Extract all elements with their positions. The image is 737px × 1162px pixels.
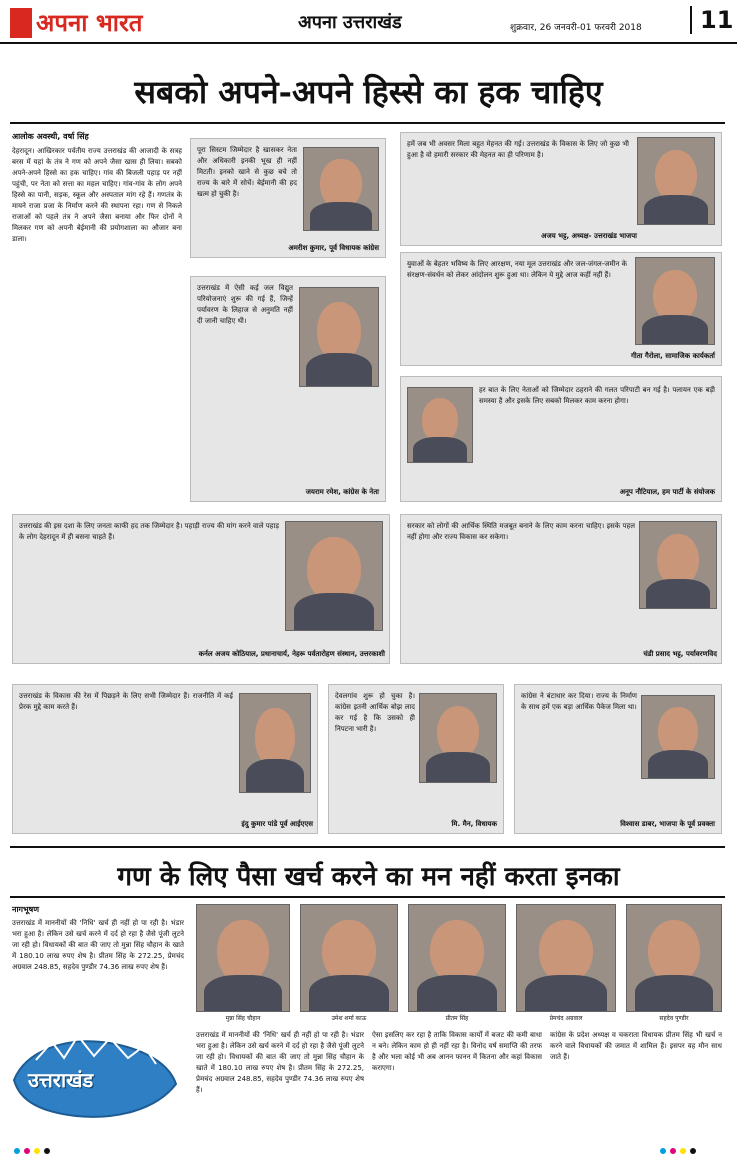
quote-text: सरकार को लोगों की आर्थिक स्थिति मजबूत बनाने के लिए काम करना चाहिए। इसके पहल नहीं होगा और राज्य विकास कर सकेगा। [407, 522, 635, 541]
quote-signature: कर्नल अजय कोठियाल, प्रधानाचार्य, नेहरू पर्वतारोहण संस्थान, उत्तरकाशी [198, 650, 385, 658]
page-number: 11 [690, 6, 733, 34]
quote-signature: विश्वास डाबर, भाजपा के पूर्व प्रवक्ता [620, 820, 715, 828]
mla-caption: प्रीतम सिंह [445, 1015, 469, 1022]
masthead [0, 0, 737, 44]
quote-box [328, 684, 504, 834]
quote-text: उत्तराखंड की इस दशा के लिए जनता काफी हद तक जिम्मेदार है। पहाड़ी राज्य की मांग करने वाले पहाड़ के लोग देहरादून में ही बसना चाहते हैं। [19, 522, 279, 541]
portrait-photo [641, 695, 715, 779]
mla-caption: उमेश शर्मा काऊ [331, 1015, 367, 1022]
portrait-photo [285, 521, 383, 631]
quote-box [12, 514, 390, 664]
quote-signature: मि. मैन, विधायक [451, 820, 497, 828]
lead-article: देहरादून। आखिरकार पर्वतीय राज्य उत्तराखंड की आजादी के सत्रह बरस में यहां के तंत्र ने गण को अपने जैसा खास ही लिया। सबको अपने-अपने हिस्से का हक चाहिए। गांव की बिजली पहाड़ पर नहीं पहुंची, पर नेता को सत्ता का महल चाहिए। गांव-गांव के लोग अपने हिस्से का पानी, सड़क, स्कूल और अस्पताल मांग रहे हैं। गणतंत्र के मायने राजा प्रजा के निर्माण करने की स्थापना रहा। गण से निकले राजाओं को पहले तंत्र ने अपने जैसा बनाया और फिर दोनों ने मिलकर गण को अपनी बेईमानी की प्रयोगशाला का औजार बना डाला। [12, 147, 182, 243]
registration-dots [660, 1148, 696, 1154]
main-headline: सबको अपने-अपने हिस्से का हक चाहिए [134, 73, 603, 111]
divider [10, 846, 725, 848]
quote-signature: इंदु कुमार पांडे पूर्व आईएएस [241, 820, 313, 828]
quote-box [400, 132, 722, 246]
quote-signature: अजय भट्ट, अध्यक्ष- उत्तराखंड भाजपा [541, 232, 637, 240]
logo-text: अपना भारत [36, 9, 143, 37]
portrait-photo [407, 387, 473, 463]
secondary-headline: गण के लिए पैसा खर्च करने का मन नहीं करता इनका [117, 862, 620, 892]
mla-photo [516, 904, 616, 1012]
quote-text: उत्तराखंड के विकास की रेस में पिछड़ने के लिए सभी जिम्मेदार हैं। राजनीति में कई प्रेरक मुद्दे काम करते हैं। [19, 692, 233, 711]
uttarakhand-map [6, 1020, 184, 1130]
quote-box [400, 252, 722, 366]
mla-caption: सहदेव पुण्डीर [659, 1015, 689, 1022]
quote-box [190, 138, 386, 258]
quote-signature: अनूप नौटियाल, हम पार्टी के संयोजक [619, 488, 715, 496]
mla-caption: मुन्ना सिंह चौहान [225, 1015, 261, 1022]
portrait-photo [299, 287, 379, 387]
lower-article-col2: ऐसा इसलिए कर रहा है ताकि विकास कार्यों में बजट की कमी बाधा न बने। लेकिन काम हो ही नहीं रहा है। विनोद वर्ष समाप्ति की तरफ है और भला कोई भी अब आनन फानन में कितना और कहां विकास कराएगा। [372, 1031, 542, 1072]
byline: आलोक अवस्थी, वर्षा सिंह [12, 132, 89, 141]
issue-date: शुक्रवार, 26 जनवरी-01 फरवरी 2018 [510, 23, 642, 33]
map-label: उत्तराखंड [28, 1068, 94, 1092]
portrait-photo [239, 693, 311, 793]
mla-photo [196, 904, 290, 1012]
portrait-photo [635, 257, 715, 345]
mla-caption: प्रेमचंद अग्रवाल [549, 1015, 583, 1022]
lower-article-intro: उत्तराखंड में माननीयों की 'निधि' खर्च ही नहीं हो पा रही है। भंडार भरा हुआ है। लेकिन उसे खर्च करने में दर्द हो रहा है जैसे पूंजी लुटने जा रही हो। विधायकों की बात की जाए तो मुन्ना सिंह चौहान के खाते में 180.10 लाख रुपए शेष है। प्रीतम सिंह के 272.25, प्रेमचंद अग्रवाल 248.85, सहदेव पुण्डीर 74.36 लाख रुपए शेष हैं। [12, 919, 184, 971]
byline: नागभूषण [12, 905, 40, 914]
quote-text: हमें जब भी अवसर मिला बहुत मेहनत की गई। उत्तराखंड के विकास के लिए जो कुछ भी हुआ है वो हमारी सरकार की मेहनत का ही परिणाम है। [407, 140, 629, 159]
quote-text: देवलगांव शुरू हो चुका है। कांग्रेस इतनी आर्थिक बोझ लाद कर गई है कि उसको ही निपटना भारी है। [335, 692, 415, 733]
quote-box [12, 684, 318, 834]
quote-box [514, 684, 722, 834]
quote-text: युवाओं के बेहतर भविष्य के लिए आरक्षण, नया मूल उत्तराखंड और जल-जंगल-जमीन के संरक्षण-संवर्धन को लेकर आंदोलन शुरू हुआ था। लेकिन ये मुद्दे आज कहीं नहीं हैं। [407, 260, 627, 279]
quote-box [400, 514, 722, 664]
quote-text: हर बात के लिए नेताओं को जिम्मेदार ठहराने की गलत परिपाटी बन गई है। पलायन एक बड़ी समस्या है और इसके लिए सबको मिलकर काम करना होगा। [479, 386, 715, 405]
portrait-photo [303, 147, 379, 231]
section-title: अपना उत्तराखंड [298, 12, 402, 33]
quote-signature: जयराम रमेश, कांग्रेस के नेता [305, 488, 379, 496]
quote-box [400, 376, 722, 502]
lower-article-col1: उत्तराखंड में माननीयों की 'निधि' खर्च ही नहीं हो पा रही है। भंडार भरा हुआ है। लेकिन उसे खर्च करने में दर्द हो रहा है जैसे पूंजी लुटने जा रही हो। विधायकों की बात की जाए तो मुन्ना सिंह चौहान के खाते में 180.10 लाख रुपए शेष है। प्रीतम सिंह के 272.25, प्रेमचंद अग्रवाल 248.85, सहदेव पुण्डीर 74.36 लाख रुपए शेष हैं। [196, 1031, 364, 1094]
registration-dots [14, 1148, 50, 1154]
quote-text: पूरा सिस्टम जिम्मेदार है खासकर नेता और अधिकारी इनकी भूख ही नहीं मिटती। इनको खाने से कुछ बचे तो राज्य के बारे में सोचें। बेईमानी की हद खत्म हो चुकी है। [197, 146, 297, 198]
quote-signature: अमरीश कुमार, पूर्व विधायक कांग्रेस [288, 244, 379, 252]
quote-text: कांग्रेस ने बंटाधार कर दिया। राज्य के निर्माण के साथ हमें एक बड़ा आर्थिक पैकेज मिला था। [521, 692, 637, 711]
divider [10, 122, 725, 124]
mla-photo [300, 904, 398, 1012]
quote-signature: गीता गैरोला, सामाजिक कार्यकर्ता [630, 352, 715, 360]
portrait-photo [637, 137, 715, 225]
mla-photo [408, 904, 506, 1012]
quote-text: उत्तराखंड में ऐसी कई जल विद्युत परियोजनाएं शुरू की गई हैं, जिन्हें पर्यावरण के लिहाज से अनुमति नहीं दी जानी चाहिए थी। [197, 284, 293, 325]
lower-article-col3: कांग्रेस के प्रदेश अध्यक्ष व चकराता विधायक प्रीतम सिंह भी खर्च न करने वाले विधायकों की जमात में शामिल हैं। इसपर वह मौन साध जाते हैं। [550, 1031, 722, 1061]
portrait-photo [419, 693, 497, 783]
quote-signature: चंडी प्रसाद भट्ट, पर्यावरणविद [643, 650, 717, 658]
quote-box [190, 276, 386, 502]
mla-photo [626, 904, 722, 1012]
portrait-photo [639, 521, 717, 609]
logo-mark [10, 8, 32, 38]
divider [10, 896, 725, 898]
